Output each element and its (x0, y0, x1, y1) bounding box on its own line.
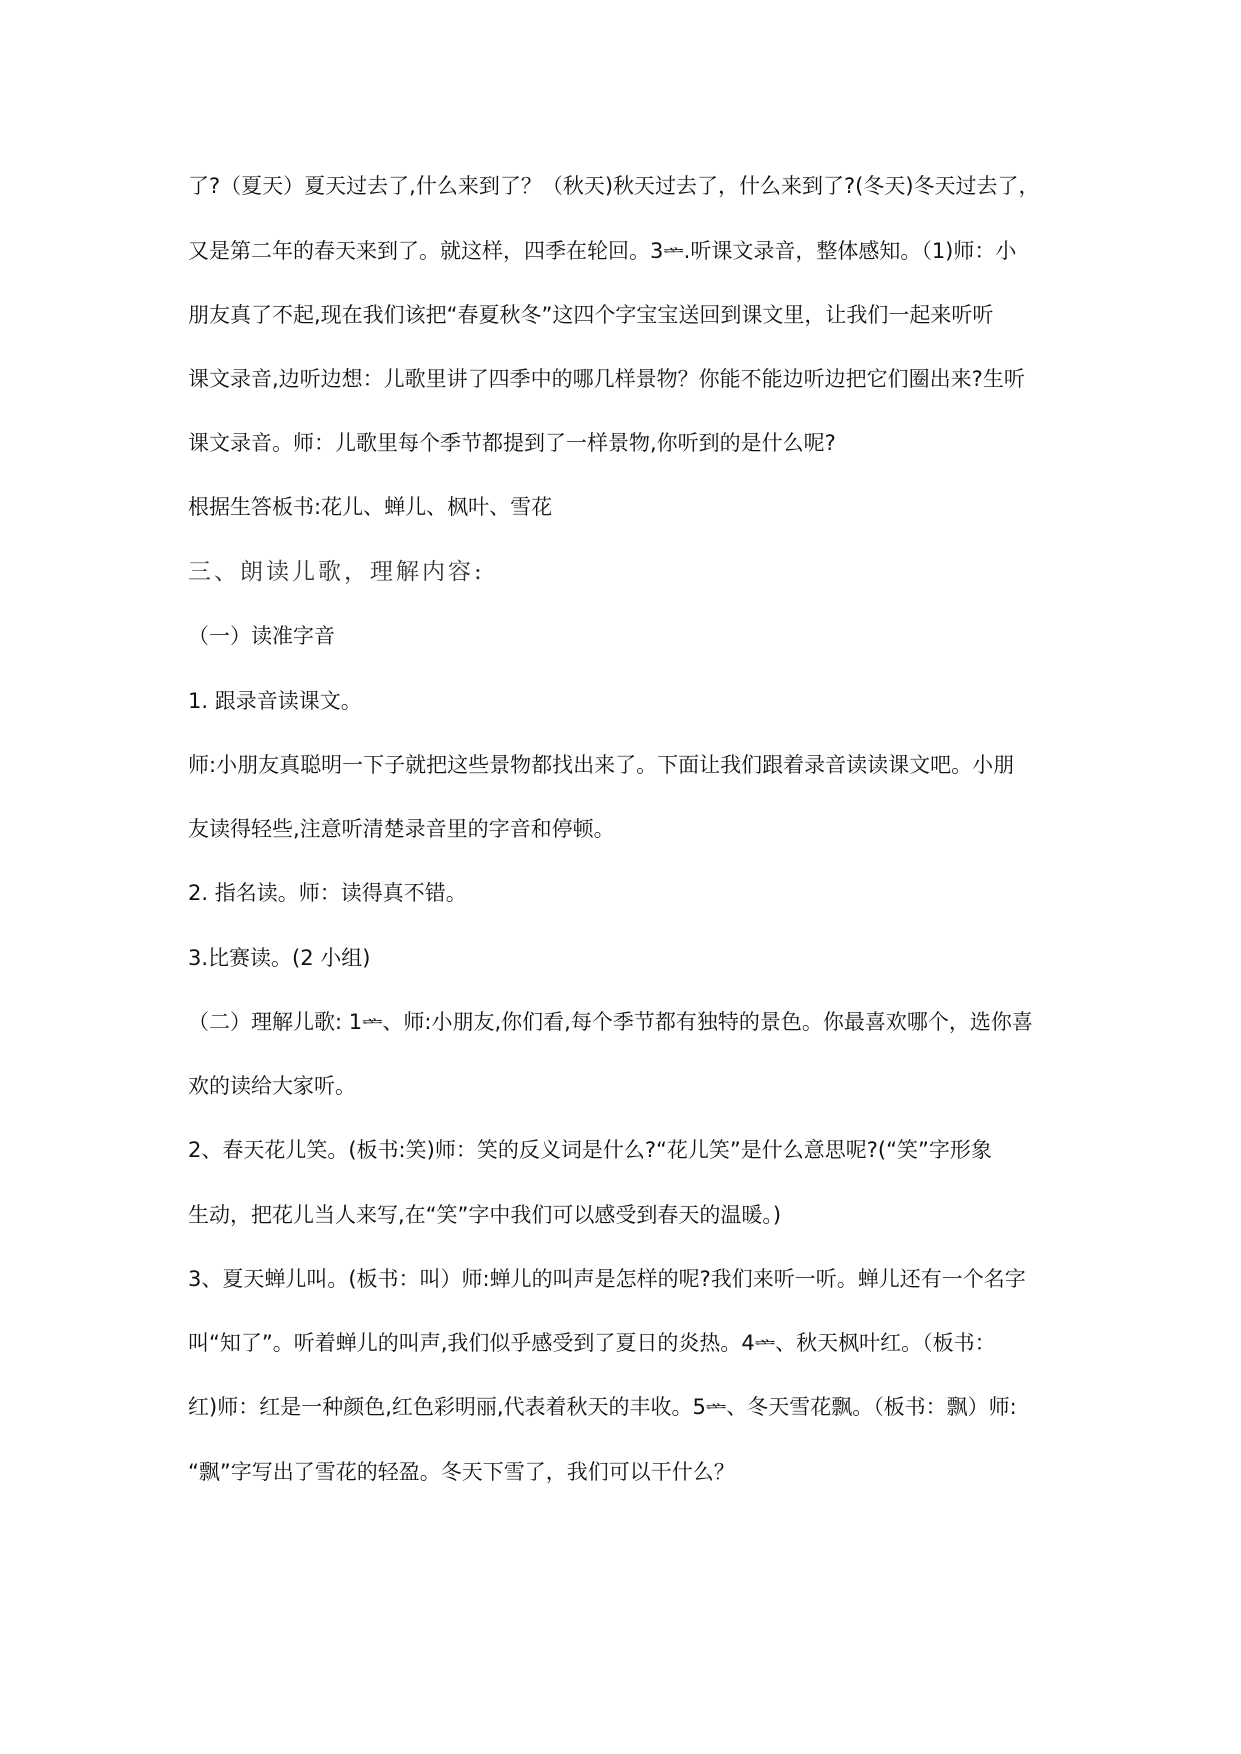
list-item: 3.比赛读。(2 小组) (188, 946, 371, 970)
subsection-heading: （二）理解儿歌: 1ᆇ、师:小朋友,你们看,每个季节都有独特的景色。你最喜欢哪个，选你喜 (188, 1010, 1033, 1034)
paragraph-line: 课文录音。师：儿歌里每个季节都提到了一样景物,你听到的是什么呢? (188, 431, 836, 455)
paragraph-line: 师:小朋友真聪明一下子就把这些景物都找出来了。下面让我们跟着录音读读课文吧。小朋 (188, 753, 1015, 777)
paragraph-line: 根据生答板书:花儿、蝉儿、枫叶、雪花 (188, 495, 553, 519)
paragraph-line: 又是第二年的春天来到了。就这样，四季在轮回。3ᆇ.听课文录音，整体感知。（1)师：小 (188, 239, 1017, 263)
list-item: 1. 跟录音读课文。 (188, 689, 362, 713)
paragraph-line: 课文录音,边听边想：儿歌里讲了四季中的哪几样景物？你能不能边听边把它们圈出来?生听 (188, 367, 1025, 391)
paragraph-line: “飘”字写出了雪花的轻盈。冬天下雪了，我们可以干什么？ (188, 1460, 735, 1484)
list-item: 3、夏天蝉儿叫。(板书：叫）师:蝉儿的叫声是怎样的呢?我们来听一听。蝉儿还有一个名字 (188, 1267, 1026, 1291)
paragraph-line: 友读得轻些,注意听清楚录音里的字音和停顿。 (188, 817, 615, 841)
subsection-heading: （一）读准字音 (188, 624, 335, 648)
paragraph-line: 红)师：红是一种颜色,红色彩明丽,代表着秋天的丰收。5ᆇ、冬天雪花飘。（板书：飘）师: (188, 1395, 1017, 1419)
paragraph-line: 欢的读给大家听。 (188, 1074, 356, 1098)
paragraph-line: 了?（夏天）夏天过去了,什么来到了？（秋天)秋天过去了，什么来到了?(冬天)冬天过去了， (188, 174, 1040, 198)
list-item: 2、春天花儿笑。(板书:笑)师：笑的反义词是什么?“花儿笑”是什么意思呢?(“笑”字形象 (188, 1138, 992, 1162)
list-item: 2. 指名读。师：读得真不错。 (188, 881, 467, 905)
paragraph-line: 叫“知了”。听着蝉儿的叫声,我们似乎感受到了夏日的炎热。4ᆇ、秋天枫叶红。（板书： (188, 1331, 996, 1355)
paragraph-line: 朋友真了不起,现在我们该把“春夏秋冬”这四个字宝宝送回到课文里，让我们一起来听听 (188, 303, 994, 327)
paragraph-line: 生动，把花儿当人来写,在“笑”字中我们可以感受到春天的温暖。) (188, 1203, 782, 1227)
section-heading: 三、朗读儿歌，理解内容: (188, 559, 485, 585)
